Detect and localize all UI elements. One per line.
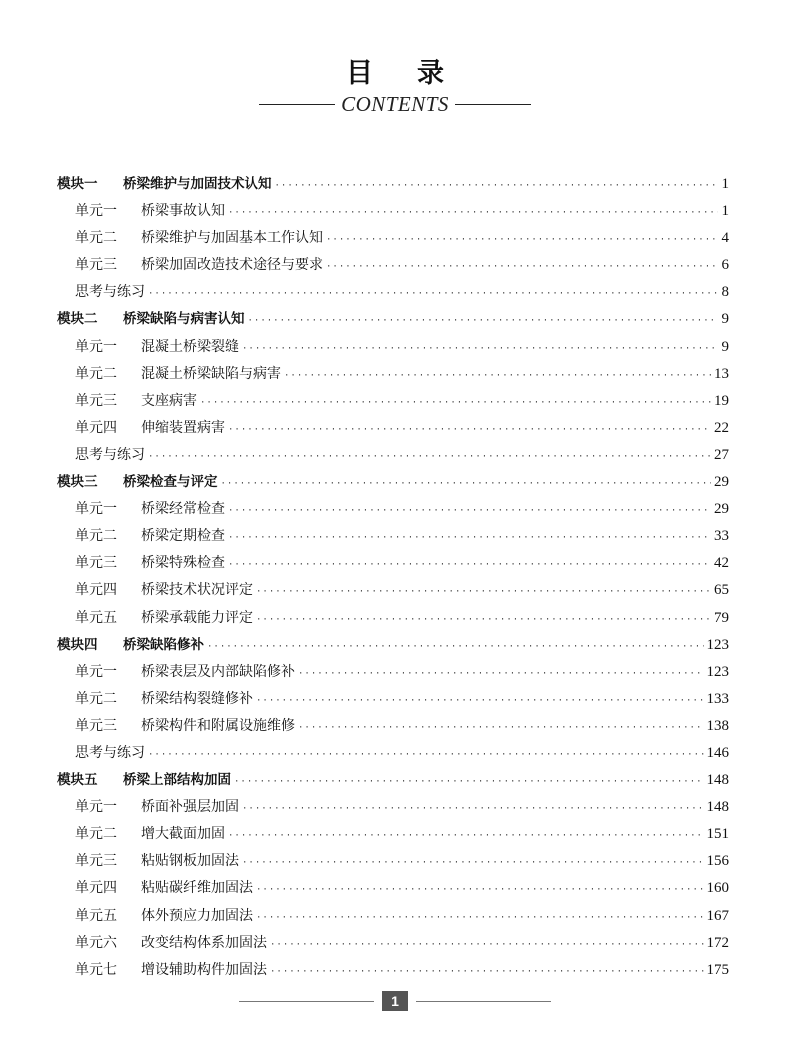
toc-entry-unit[interactable] [57, 875, 729, 902]
toc-entry-page: 42 [714, 555, 729, 572]
toc-entry-unit[interactable] [57, 577, 729, 604]
toc-entry-page: 133 [706, 690, 729, 707]
toc-entry-title: 桥梁加固改造技术途径与要求 [141, 257, 323, 274]
toc-entry-number: 单元二 [75, 528, 117, 545]
dot-leader [270, 932, 704, 959]
toc-entry-module[interactable] [57, 469, 729, 496]
dot-leader [256, 877, 704, 904]
toc-entry-unit[interactable] [57, 415, 729, 442]
toc-entry-unit[interactable] [57, 903, 729, 930]
dot-leader [228, 823, 704, 850]
toc-entry-title: 桥梁上部结构加固 [123, 772, 231, 789]
table-of-contents [57, 171, 729, 984]
toc-entry-title: 桥面补强层加固 [141, 799, 239, 816]
toc-entry-page: 29 [714, 501, 729, 518]
toc-entry-title: 桥梁定期检查 [141, 528, 225, 545]
toc-entry-page: 1 [721, 176, 729, 192]
toc-entry-title: 支座病害 [141, 392, 197, 409]
dot-leader [228, 525, 711, 552]
toc-entry-unit[interactable] [57, 686, 729, 713]
dot-leader [256, 905, 704, 932]
toc-entry-number: 模块五 [57, 772, 98, 789]
toc-entry-number: 单元三 [75, 853, 117, 870]
toc-entry-number: 模块四 [57, 636, 98, 653]
toc-entry-page: 148 [706, 772, 729, 789]
dot-leader [228, 498, 711, 525]
toc-entry-exercise[interactable] [57, 740, 729, 767]
toc-entry-unit[interactable] [57, 659, 729, 686]
toc-entry-unit[interactable] [57, 388, 729, 415]
dot-leader [284, 363, 711, 390]
toc-entry-unit[interactable] [57, 848, 729, 875]
dot-leader [242, 796, 704, 823]
page-footer [0, 991, 790, 1011]
toc-entry-page: 8 [721, 284, 729, 301]
toc-entry-title: 伸缩装置病害 [141, 419, 225, 436]
toc-entry-title: 桥梁缺陷修补 [123, 636, 204, 653]
toc-entry-title: 体外预应力加固法 [141, 907, 253, 924]
subtitle-left-rule [259, 104, 335, 105]
toc-entry-page: 27 [714, 446, 729, 463]
toc-entry-unit[interactable] [57, 198, 729, 225]
toc-entry-number: 模块一 [57, 176, 98, 192]
toc-entry-title: 桥梁缺陷与病害认知 [123, 311, 245, 328]
toc-entry-title: 混凝土桥梁裂缝 [141, 338, 239, 355]
dot-leader [148, 742, 704, 769]
toc-entry-unit[interactable] [57, 794, 729, 821]
toc-entry-number: 单元四 [75, 419, 117, 436]
dot-leader [148, 281, 718, 308]
toc-entry-page: 9 [721, 338, 729, 355]
toc-entry-unit[interactable] [57, 713, 729, 740]
toc-entry-title: 思考与练习 [75, 284, 145, 301]
toc-entry-number: 单元一 [75, 663, 117, 680]
toc-entry-page: 33 [714, 528, 729, 545]
dot-leader [326, 254, 718, 281]
toc-entry-title: 桥梁检查与评定 [123, 474, 218, 491]
toc-entry-exercise[interactable] [57, 442, 729, 469]
toc-entry-unit[interactable] [57, 523, 729, 550]
dot-leader [256, 579, 711, 606]
toc-entry-number: 单元三 [75, 257, 117, 274]
toc-entry-page: 9 [721, 311, 729, 328]
footer-right-rule [416, 1001, 551, 1002]
toc-entry-page: 156 [706, 853, 729, 870]
toc-entry-number: 单元一 [75, 338, 117, 355]
toc-entry-unit[interactable] [57, 957, 729, 984]
toc-entry-number: 单元七 [75, 961, 117, 978]
toc-entry-unit[interactable] [57, 496, 729, 523]
dot-leader [228, 417, 711, 444]
dot-leader [248, 308, 719, 335]
toc-entry-title: 改变结构体系加固法 [141, 934, 267, 951]
dot-leader [228, 200, 718, 227]
toc-entry-title: 粘贴碳纤维加固法 [141, 880, 253, 897]
toc-entry-page: 65 [714, 582, 729, 599]
toc-entry-page: 79 [714, 609, 729, 626]
toc-entry-page: 146 [706, 744, 729, 761]
toc-entry-page: 123 [706, 636, 729, 653]
toc-entry-exercise[interactable] [57, 279, 729, 306]
toc-entry-page: 6 [721, 257, 729, 274]
toc-entry-title: 混凝土桥梁缺陷与病害 [141, 365, 281, 382]
toc-entry-title: 桥梁表层及内部缺陷修补 [141, 663, 295, 680]
dot-leader [234, 769, 704, 796]
toc-entry-page: 175 [706, 961, 729, 978]
dot-leader [326, 227, 718, 254]
toc-entry-number: 单元二 [75, 365, 117, 382]
toc-entry-page: 123 [706, 663, 729, 680]
toc-entry-title: 桥梁承载能力评定 [141, 609, 253, 626]
dot-leader [270, 959, 704, 986]
toc-entry-page: 138 [706, 717, 729, 734]
toc-entry-module[interactable] [57, 306, 729, 333]
toc-entry-number: 单元三 [75, 392, 117, 409]
toc-entry-number: 单元二 [75, 826, 117, 843]
toc-entry-module[interactable] [57, 767, 729, 794]
toc-entry-number: 单元一 [75, 799, 117, 816]
toc-entry-title: 桥梁结构裂缝修补 [141, 690, 253, 707]
toc-entry-module[interactable] [57, 171, 729, 198]
toc-entry-number: 单元三 [75, 717, 117, 734]
dot-leader [207, 634, 704, 661]
toc-entry-unit[interactable] [57, 225, 729, 252]
toc-entry-title: 桥梁维护与加固基本工作认知 [141, 230, 323, 247]
dot-leader [256, 688, 704, 715]
toc-entry-unit[interactable] [57, 550, 729, 577]
toc-entry-page: 4 [721, 230, 729, 247]
toc-entry-number: 单元四 [75, 880, 117, 897]
toc-entry-title: 桥梁技术状况评定 [141, 582, 253, 599]
toc-entry-number: 单元四 [75, 582, 117, 599]
toc-entry-page: 172 [706, 934, 729, 951]
dot-leader [242, 850, 704, 877]
subtitle [0, 92, 790, 117]
toc-entry-page: 160 [706, 880, 729, 897]
toc-entry-number: 单元六 [75, 934, 117, 951]
toc-entry-title: 桥梁事故认知 [141, 203, 225, 220]
dot-leader [148, 444, 711, 471]
dot-leader [298, 661, 704, 688]
dot-leader [275, 173, 719, 200]
toc-entry-unit[interactable] [57, 252, 729, 279]
dot-leader [221, 471, 712, 498]
toc-entry-module[interactable] [57, 632, 729, 659]
toc-entry-title: 桥梁维护与加固技术认知 [123, 176, 272, 192]
toc-entry-page: 22 [714, 419, 729, 436]
dot-leader [256, 607, 711, 634]
page-title: 目录 [346, 58, 488, 89]
dot-leader [200, 390, 711, 417]
toc-entry-title: 思考与练习 [75, 446, 145, 463]
toc-entry-title: 桥梁特殊检查 [141, 555, 225, 572]
dot-leader [228, 552, 711, 579]
toc-entry-title: 增设辅助构件加固法 [141, 961, 267, 978]
toc-entry-title: 粘贴钢板加固法 [141, 853, 239, 870]
toc-entry-unit[interactable] [57, 605, 729, 632]
toc-entry-title: 思考与练习 [75, 744, 145, 761]
toc-entry-page: 19 [714, 392, 729, 409]
toc-entry-number: 单元五 [75, 609, 117, 626]
toc-entry-title: 桥梁经常检查 [141, 501, 225, 518]
toc-entry-number: 模块二 [57, 311, 98, 328]
toc-entry-number: 单元五 [75, 907, 117, 924]
page-number: 1 [382, 991, 408, 1011]
toc-entry-unit[interactable] [57, 334, 729, 361]
toc-entry-number: 模块三 [57, 474, 98, 491]
toc-entry-number: 单元一 [75, 501, 117, 518]
toc-entry-number: 单元二 [75, 690, 117, 707]
toc-entry-unit[interactable] [57, 361, 729, 388]
toc-entry-page: 29 [714, 474, 729, 491]
toc-entry-number: 单元二 [75, 230, 117, 247]
dot-leader [298, 715, 704, 742]
toc-entry-title: 增大截面加固 [141, 826, 225, 843]
toc-entry-page: 1 [721, 203, 729, 220]
footer-left-rule [239, 1001, 374, 1002]
subtitle-right-rule [455, 104, 531, 105]
toc-entry-unit[interactable] [57, 930, 729, 957]
dot-leader [242, 336, 718, 363]
toc-entry-page: 151 [706, 826, 729, 843]
toc-entry-page: 167 [706, 907, 729, 924]
toc-entry-number: 单元三 [75, 555, 117, 572]
toc-entry-title: 桥梁构件和附属设施维修 [141, 717, 295, 734]
toc-entry-unit[interactable] [57, 821, 729, 848]
toc-entry-page: 148 [706, 799, 729, 816]
subtitle-text: CONTENTS [341, 92, 449, 116]
toc-entry-page: 13 [714, 365, 729, 382]
toc-entry-number: 单元一 [75, 203, 117, 220]
